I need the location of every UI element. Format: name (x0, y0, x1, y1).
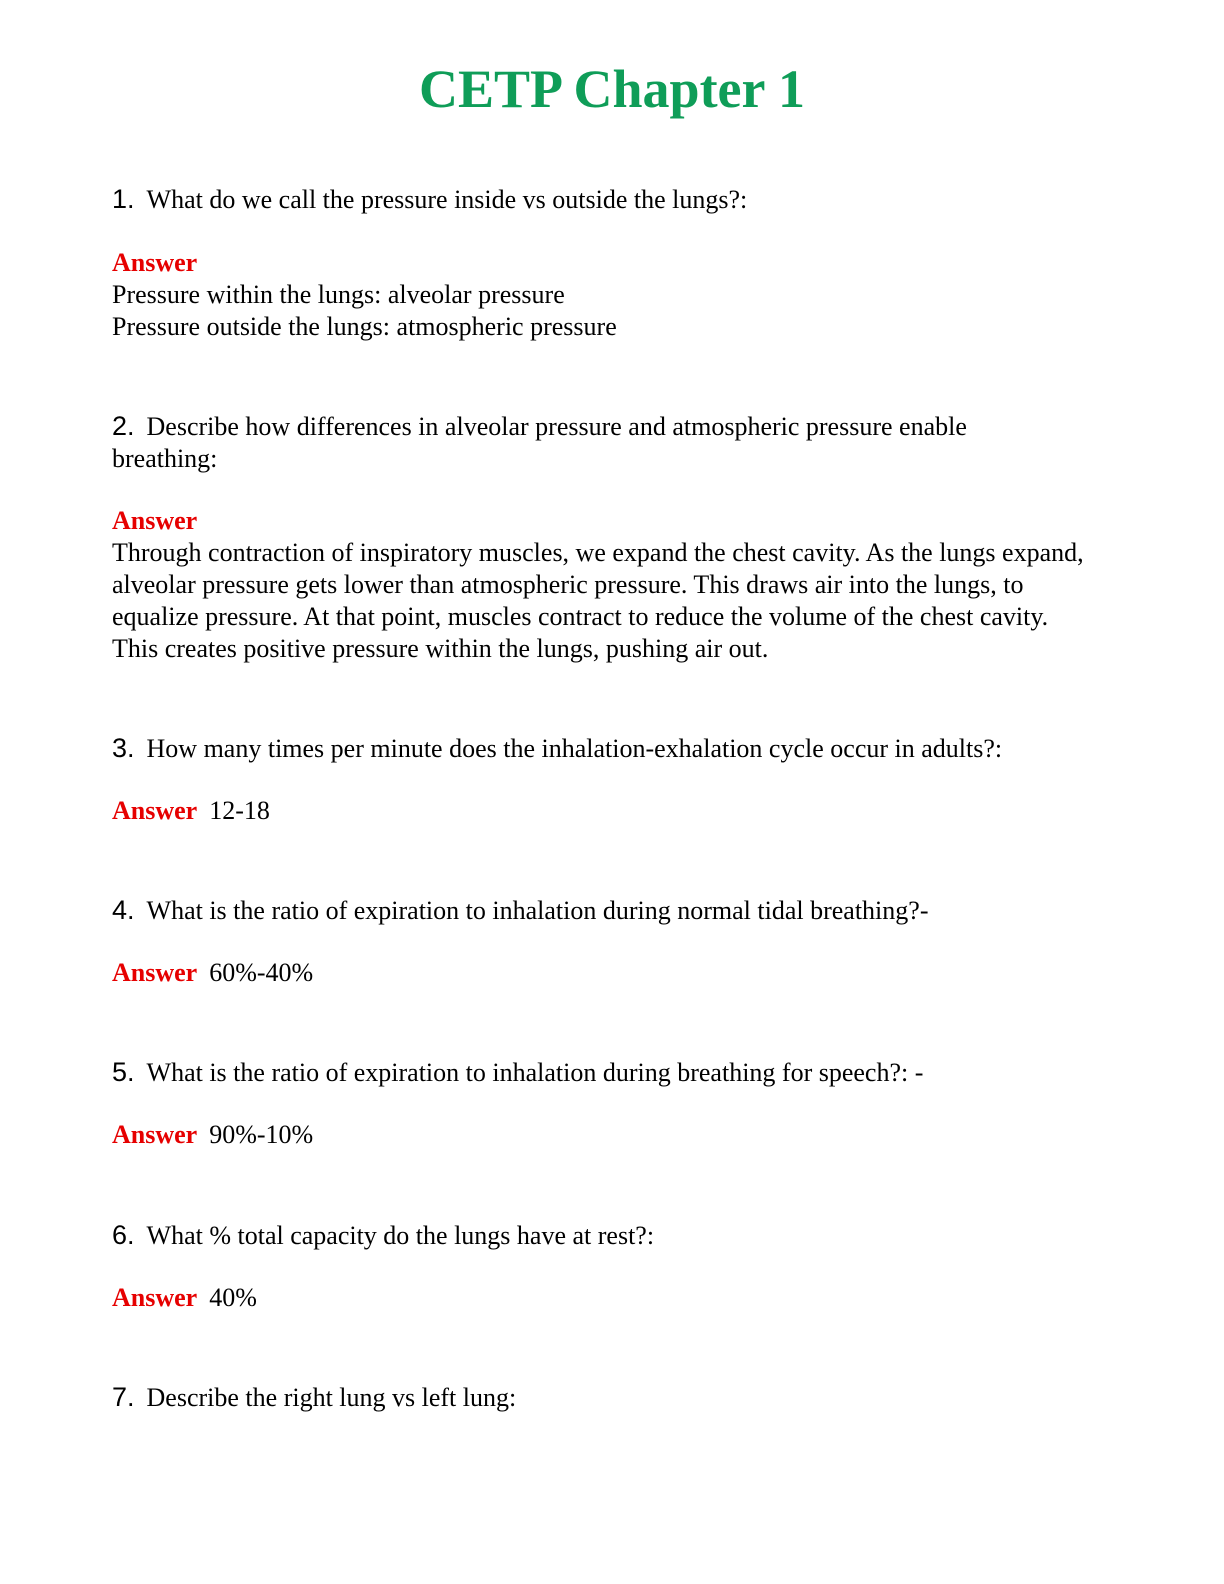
answer-1 (112, 247, 1122, 343)
question-number: 7. (112, 1382, 135, 1412)
answer-label: Answer (112, 1120, 198, 1149)
answer-label: Answer (112, 1283, 198, 1312)
question-number: 3. (112, 733, 135, 763)
answer-value: 40% (209, 1283, 257, 1312)
question-2 (112, 410, 1122, 475)
question-number: 1. (112, 184, 135, 214)
question-text: Describe the right lung vs left lung: (146, 1383, 517, 1412)
answer-label: Answer (112, 958, 198, 987)
answer-line: Pressure within the lungs: alveolar pressure (112, 280, 565, 309)
answer-line: Pressure outside the lungs: atmospheric pressure (112, 312, 617, 341)
question-5 (112, 1056, 1122, 1089)
question-4 (112, 894, 1122, 927)
answer-label: Answer (112, 248, 198, 277)
question-text: How many times per minute does the inhalation-exhalation cycle occur in adults?: (146, 734, 1003, 763)
question-text: What is the ratio of expiration to inhalation during breathing for speech?: - (146, 1058, 924, 1087)
question-number: 6. (112, 1220, 135, 1250)
answer-line: alveolar pressure gets lower than atmospheric pressure. This draws air into the lungs, to (112, 570, 1024, 599)
question-text: What % total capacity do the lungs have at rest?: (146, 1221, 655, 1250)
answer-line: equalize pressure. At that point, muscles contract to reduce the volume of the chest cavity. (112, 602, 1049, 631)
question-3 (112, 732, 1122, 765)
question-number: 4. (112, 895, 135, 925)
answer-value: 12-18 (209, 796, 270, 825)
question-text: Describe how differences in alveolar pressure and atmospheric pressure enable (146, 412, 967, 441)
question-number: 5. (112, 1057, 135, 1087)
page-title: CETP Chapter 1 (418, 59, 806, 119)
answer-2 (112, 505, 1122, 665)
answer-label: Answer (112, 506, 198, 535)
question-7 (112, 1381, 1122, 1414)
question-text: breathing: (112, 444, 218, 473)
answer-3 (112, 795, 1122, 827)
answer-6 (112, 1282, 1122, 1314)
question-text: What do we call the pressure inside vs outside the lungs?: (146, 185, 748, 214)
question-text: What is the ratio of expiration to inhalation during normal tidal breathing?- (146, 896, 929, 925)
answer-label: Answer (112, 796, 198, 825)
question-number: 2. (112, 411, 135, 441)
answer-line: Through contraction of inspiratory muscles, we expand the chest cavity. As the lungs expand, (112, 538, 1084, 567)
question-6 (112, 1219, 1122, 1252)
answer-5 (112, 1119, 1122, 1151)
question-1 (112, 183, 1122, 216)
answer-value: 90%-10% (209, 1120, 314, 1149)
answer-4 (112, 957, 1122, 989)
answer-line: This creates positive pressure within the lungs, pushing air out. (112, 634, 769, 663)
answer-value: 60%-40% (209, 958, 314, 987)
